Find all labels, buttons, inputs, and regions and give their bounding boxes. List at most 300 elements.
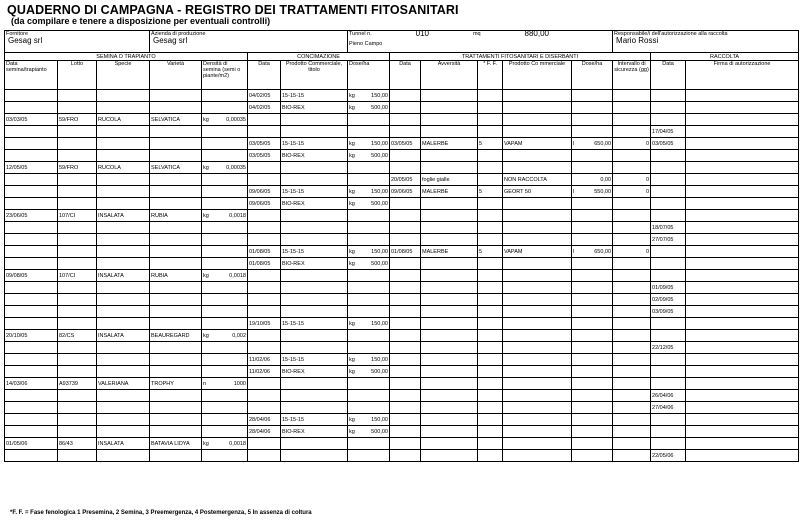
table-cell (686, 450, 799, 462)
table-cell (97, 126, 150, 138)
table-cell: 82/CS (58, 330, 97, 342)
table-cell (97, 450, 150, 462)
tunnel-cell (348, 31, 613, 53)
unit-label: kg (203, 272, 209, 279)
table-cell (348, 390, 390, 402)
table-cell (5, 366, 58, 378)
table-cell (572, 114, 613, 126)
amount-value: 0,0018 (229, 272, 246, 279)
table-cell (686, 186, 799, 198)
table-cell (390, 210, 421, 222)
table-cell (97, 174, 150, 186)
table-cell (58, 294, 97, 306)
table-cell (613, 438, 651, 450)
table-cell (348, 270, 390, 282)
responsabile-cell (613, 31, 799, 53)
table-cell (478, 162, 503, 174)
table-cell (478, 114, 503, 126)
table-cell (150, 222, 202, 234)
table-cell (202, 342, 248, 354)
table-cell (613, 90, 651, 102)
table-cell: MALERBE (421, 186, 478, 198)
table-cell (348, 294, 390, 306)
table-cell (202, 450, 248, 462)
table-cell (150, 198, 202, 210)
table-cell (390, 270, 421, 282)
table-cell (248, 210, 281, 222)
table-cell: 12/05/05 (5, 162, 58, 174)
table-cell (248, 126, 281, 138)
table-cell (150, 282, 202, 294)
table-cell: 0 (613, 186, 651, 198)
unit-label: l (573, 248, 575, 255)
table-cell (390, 366, 421, 378)
table-cell (613, 390, 651, 402)
table-cell: A93739 (58, 378, 97, 390)
unit-label: n (203, 380, 207, 387)
table-cell (202, 174, 248, 186)
amount-value: 550,00 (594, 188, 612, 195)
table-cell (58, 342, 97, 354)
table-cell: BIO-REX (281, 258, 348, 270)
table-cell (421, 342, 478, 354)
table-cell (503, 390, 572, 402)
table-cell (202, 270, 248, 282)
table-cell (651, 150, 686, 162)
table-cell: 02/09/05 (651, 294, 686, 306)
table-cell: RUBIA (150, 270, 202, 282)
table-cell (5, 402, 58, 414)
table-cell (572, 222, 613, 234)
table-cell (686, 246, 799, 258)
table-cell (572, 414, 613, 426)
table-cell: TROPHY (150, 378, 202, 390)
amount-value: 0,002 (232, 332, 246, 339)
table-cell (97, 282, 150, 294)
table-cell (686, 330, 799, 342)
table-cell (651, 186, 686, 198)
fornitore-value: Gesag srl (8, 36, 43, 45)
table-cell (686, 306, 799, 318)
unit-label: kg (349, 248, 355, 255)
table-cell (150, 90, 202, 102)
table-cell: 04/02/05 (248, 102, 281, 114)
table-cell (572, 258, 613, 270)
table-cell (572, 234, 613, 246)
table-cell: 14/03/06 (5, 378, 58, 390)
table-cell (150, 414, 202, 426)
table-cell (248, 222, 281, 234)
table-cell (248, 342, 281, 354)
table-cell (281, 126, 348, 138)
table-cell (503, 366, 572, 378)
table-cell: INSALATA (97, 330, 150, 342)
amount-value: 500,00 (371, 428, 388, 435)
table-cell (572, 354, 613, 366)
table-cell (390, 102, 421, 114)
table-cell (281, 174, 348, 186)
responsabile-value: Mario Rossi (616, 36, 659, 45)
table-cell (202, 102, 248, 114)
table-cell (202, 138, 248, 150)
table-cell: 27/07/05 (651, 234, 686, 246)
unit-label: kg (349, 416, 355, 423)
table-cell: MALERBE (421, 246, 478, 258)
table-cell (390, 450, 421, 462)
table-cell (478, 354, 503, 366)
table-row (5, 114, 799, 126)
table-cell (613, 126, 651, 138)
table-cell (421, 270, 478, 282)
table-row (5, 390, 799, 402)
unit-label: kg (349, 104, 355, 111)
table-cell (150, 402, 202, 414)
table-cell: 5 (478, 246, 503, 258)
table-cell (421, 126, 478, 138)
table-cell (421, 258, 478, 270)
table-cell (202, 150, 248, 162)
table-cell (202, 246, 248, 258)
table-cell (97, 138, 150, 150)
table-cell (572, 126, 613, 138)
table-cell (503, 414, 572, 426)
table-cell (421, 102, 478, 114)
table-cell (202, 234, 248, 246)
mq-label: mq (472, 31, 481, 37)
table-cell (97, 366, 150, 378)
table-cell: 11/02/06 (248, 354, 281, 366)
table-cell: 09/06/05 (248, 186, 281, 198)
table-cell (421, 402, 478, 414)
table-cell (248, 282, 281, 294)
unit-label: kg (349, 368, 355, 375)
table-cell (421, 198, 478, 210)
table-cell (572, 282, 613, 294)
table-cell (348, 162, 390, 174)
table-cell (281, 378, 348, 390)
table-cell (390, 342, 421, 354)
unit-label: kg (203, 212, 209, 219)
table-cell (686, 102, 799, 114)
table-cell (202, 282, 248, 294)
table-cell (421, 330, 478, 342)
table-row (5, 186, 799, 198)
table-cell (478, 450, 503, 462)
table-cell (281, 282, 348, 294)
table-cell (390, 402, 421, 414)
table-cell (651, 174, 686, 186)
table-cell (5, 126, 58, 138)
table-cell: 03/03/05 (5, 114, 58, 126)
table-cell (572, 270, 613, 282)
table-row (5, 438, 799, 450)
table-cell (478, 270, 503, 282)
table-cell (390, 90, 421, 102)
table-cell: INSALATA (97, 438, 150, 450)
column-header: Dose/ha (348, 61, 390, 90)
table-cell (572, 378, 613, 390)
table-cell (202, 318, 248, 330)
table-cell: 0 (613, 174, 651, 186)
table-cell (5, 414, 58, 426)
table-cell: SELVATICA (150, 114, 202, 126)
table-cell (390, 258, 421, 270)
table-cell (390, 234, 421, 246)
table-cell (686, 222, 799, 234)
column-header: * F. F. (478, 61, 503, 90)
table-cell: BIO-REX (281, 426, 348, 438)
table-cell (503, 282, 572, 294)
table-cell (613, 294, 651, 306)
table-cell: RUCOLA (97, 162, 150, 174)
table-cell (651, 438, 686, 450)
table-cell (58, 150, 97, 162)
table-cell (613, 198, 651, 210)
table-cell (390, 162, 421, 174)
table-cell (281, 234, 348, 246)
table-cell (478, 282, 503, 294)
table-cell (686, 366, 799, 378)
table-cell (150, 246, 202, 258)
table-cell (58, 246, 97, 258)
table-cell (348, 450, 390, 462)
table-cell (348, 282, 390, 294)
column-header: Firma di autorizzazione (686, 61, 799, 90)
table-cell (686, 282, 799, 294)
table-cell (421, 282, 478, 294)
table-row (5, 102, 799, 114)
table-cell (478, 426, 503, 438)
table-cell (478, 126, 503, 138)
table-cell (572, 186, 613, 198)
table-cell (651, 258, 686, 270)
table-cell: 19/10/05 (248, 318, 281, 330)
table-cell (97, 258, 150, 270)
amount-value: 500,00 (371, 104, 388, 111)
table-cell (97, 426, 150, 438)
table-cell (572, 210, 613, 222)
column-header: Data (651, 61, 686, 90)
table-row (5, 138, 799, 150)
table-cell (202, 366, 248, 378)
table-row (5, 282, 799, 294)
table-cell (58, 450, 97, 462)
table-cell: 01/08/05 (248, 246, 281, 258)
tunnel-label: Tunnel n. (349, 31, 372, 37)
table-cell (150, 234, 202, 246)
table-cell (503, 222, 572, 234)
table-cell (390, 438, 421, 450)
table-cell (348, 246, 390, 258)
table-cell (613, 378, 651, 390)
table-cell (5, 246, 58, 258)
table-cell (150, 294, 202, 306)
table-cell (281, 162, 348, 174)
table-cell: 28/04/06 (248, 426, 281, 438)
table-cell (97, 402, 150, 414)
table-cell (150, 366, 202, 378)
table-cell (5, 234, 58, 246)
table-cell (348, 378, 390, 390)
table-cell: 03/05/05 (390, 138, 421, 150)
table-cell (58, 174, 97, 186)
amount-value: 500,00 (371, 260, 388, 267)
table-cell (248, 234, 281, 246)
table-cell: 15-15-15 (281, 354, 348, 366)
table-cell (248, 174, 281, 186)
table-cell: foglie gialle (421, 174, 478, 186)
table-cell (348, 366, 390, 378)
table-cell (421, 294, 478, 306)
section-raccolta: RACCOLTA (651, 53, 799, 61)
table-cell (613, 258, 651, 270)
table-cell (572, 138, 613, 150)
table-cell (348, 258, 390, 270)
unit-label: kg (349, 152, 355, 159)
table-row (5, 150, 799, 162)
table-cell (281, 114, 348, 126)
table-cell (572, 174, 613, 186)
unit-label: kg (203, 332, 209, 339)
pieno-campo-label: Pieno Campo (349, 41, 383, 47)
table-cell (572, 306, 613, 318)
table-cell (503, 234, 572, 246)
table-row (5, 330, 799, 342)
table-cell (5, 222, 58, 234)
table-cell (348, 186, 390, 198)
table-cell (613, 318, 651, 330)
azienda-label: Azienda di produzione (151, 31, 206, 37)
table-cell (686, 390, 799, 402)
table-cell (651, 330, 686, 342)
table-cell: 09/08/05 (5, 270, 58, 282)
table-cell (150, 318, 202, 330)
amount-value: 150,00 (371, 140, 388, 147)
table-cell: 15-15-15 (281, 90, 348, 102)
fornitore-label: Fornitore (6, 31, 29, 37)
table-cell (348, 210, 390, 222)
table-cell (390, 426, 421, 438)
table-cell (58, 138, 97, 150)
table-cell (503, 102, 572, 114)
table-cell (150, 186, 202, 198)
table-cell (503, 210, 572, 222)
table-cell (651, 198, 686, 210)
table-cell (651, 102, 686, 114)
amount-value: 650,00 (594, 140, 612, 147)
table-cell (478, 102, 503, 114)
table-cell (58, 258, 97, 270)
table-cell: 15-15-15 (281, 414, 348, 426)
table-cell (613, 150, 651, 162)
table-cell (572, 366, 613, 378)
table-cell (478, 222, 503, 234)
table-row (5, 234, 799, 246)
unit-label: kg (349, 320, 355, 327)
table-cell (478, 330, 503, 342)
table-cell (478, 378, 503, 390)
table-cell (686, 162, 799, 174)
amount-value: 0,00035 (226, 164, 246, 171)
table-cell (478, 150, 503, 162)
table-cell (421, 234, 478, 246)
table-cell (58, 90, 97, 102)
table-cell (348, 354, 390, 366)
table-cell (421, 450, 478, 462)
table-row (5, 294, 799, 306)
table-cell (390, 126, 421, 138)
table-cell (651, 414, 686, 426)
table-cell (390, 330, 421, 342)
table-cell (348, 342, 390, 354)
amount-value: 150,00 (371, 92, 388, 99)
table-cell (97, 414, 150, 426)
table-cell: 20/10/05 (5, 330, 58, 342)
column-header: Data (248, 61, 281, 90)
column-header: Varietà (150, 61, 202, 90)
table-cell (686, 90, 799, 102)
table-cell (572, 330, 613, 342)
table-cell (686, 174, 799, 186)
table-cell (150, 306, 202, 318)
table-cell (248, 270, 281, 282)
table-cell (150, 174, 202, 186)
table-cell (478, 294, 503, 306)
table-cell (5, 138, 58, 150)
table-cell (202, 222, 248, 234)
table-cell (202, 90, 248, 102)
responsabile-label: Responsabile/i dell'autorizzazione alla raccolta (614, 31, 728, 37)
unit-label: kg (203, 164, 209, 171)
table-cell (390, 414, 421, 426)
table-cell (5, 174, 58, 186)
table-cell (58, 306, 97, 318)
table-cell: VAPAM (503, 138, 572, 150)
fornitore-cell (5, 31, 150, 53)
table-cell (248, 330, 281, 342)
table-cell (503, 258, 572, 270)
table-cell: 22/05/06 (651, 450, 686, 462)
table-cell (686, 414, 799, 426)
table-cell (613, 366, 651, 378)
table-cell (58, 366, 97, 378)
table-cell (5, 318, 58, 330)
table-cell (478, 234, 503, 246)
table-cell (248, 162, 281, 174)
table-cell (421, 438, 478, 450)
table-cell (503, 150, 572, 162)
table-cell (686, 138, 799, 150)
column-header: Prodotto Co mmerciale (503, 61, 572, 90)
table-cell: 09/06/05 (248, 198, 281, 210)
table-row (5, 426, 799, 438)
column-header: Densità di semina (semi o piante/m2) (202, 61, 248, 90)
table-cell (248, 390, 281, 402)
table-row (5, 246, 799, 258)
table-cell (478, 90, 503, 102)
table-cell (58, 234, 97, 246)
table-cell (572, 390, 613, 402)
table-cell (348, 174, 390, 186)
table-cell (478, 402, 503, 414)
table-cell (58, 126, 97, 138)
table-cell (503, 450, 572, 462)
table-cell (5, 258, 58, 270)
table-cell (686, 150, 799, 162)
table-cell (202, 414, 248, 426)
table-cell (58, 186, 97, 198)
register-subtitle: (da compilare e tenere a disposizione per eventuali controlli) (11, 16, 271, 26)
